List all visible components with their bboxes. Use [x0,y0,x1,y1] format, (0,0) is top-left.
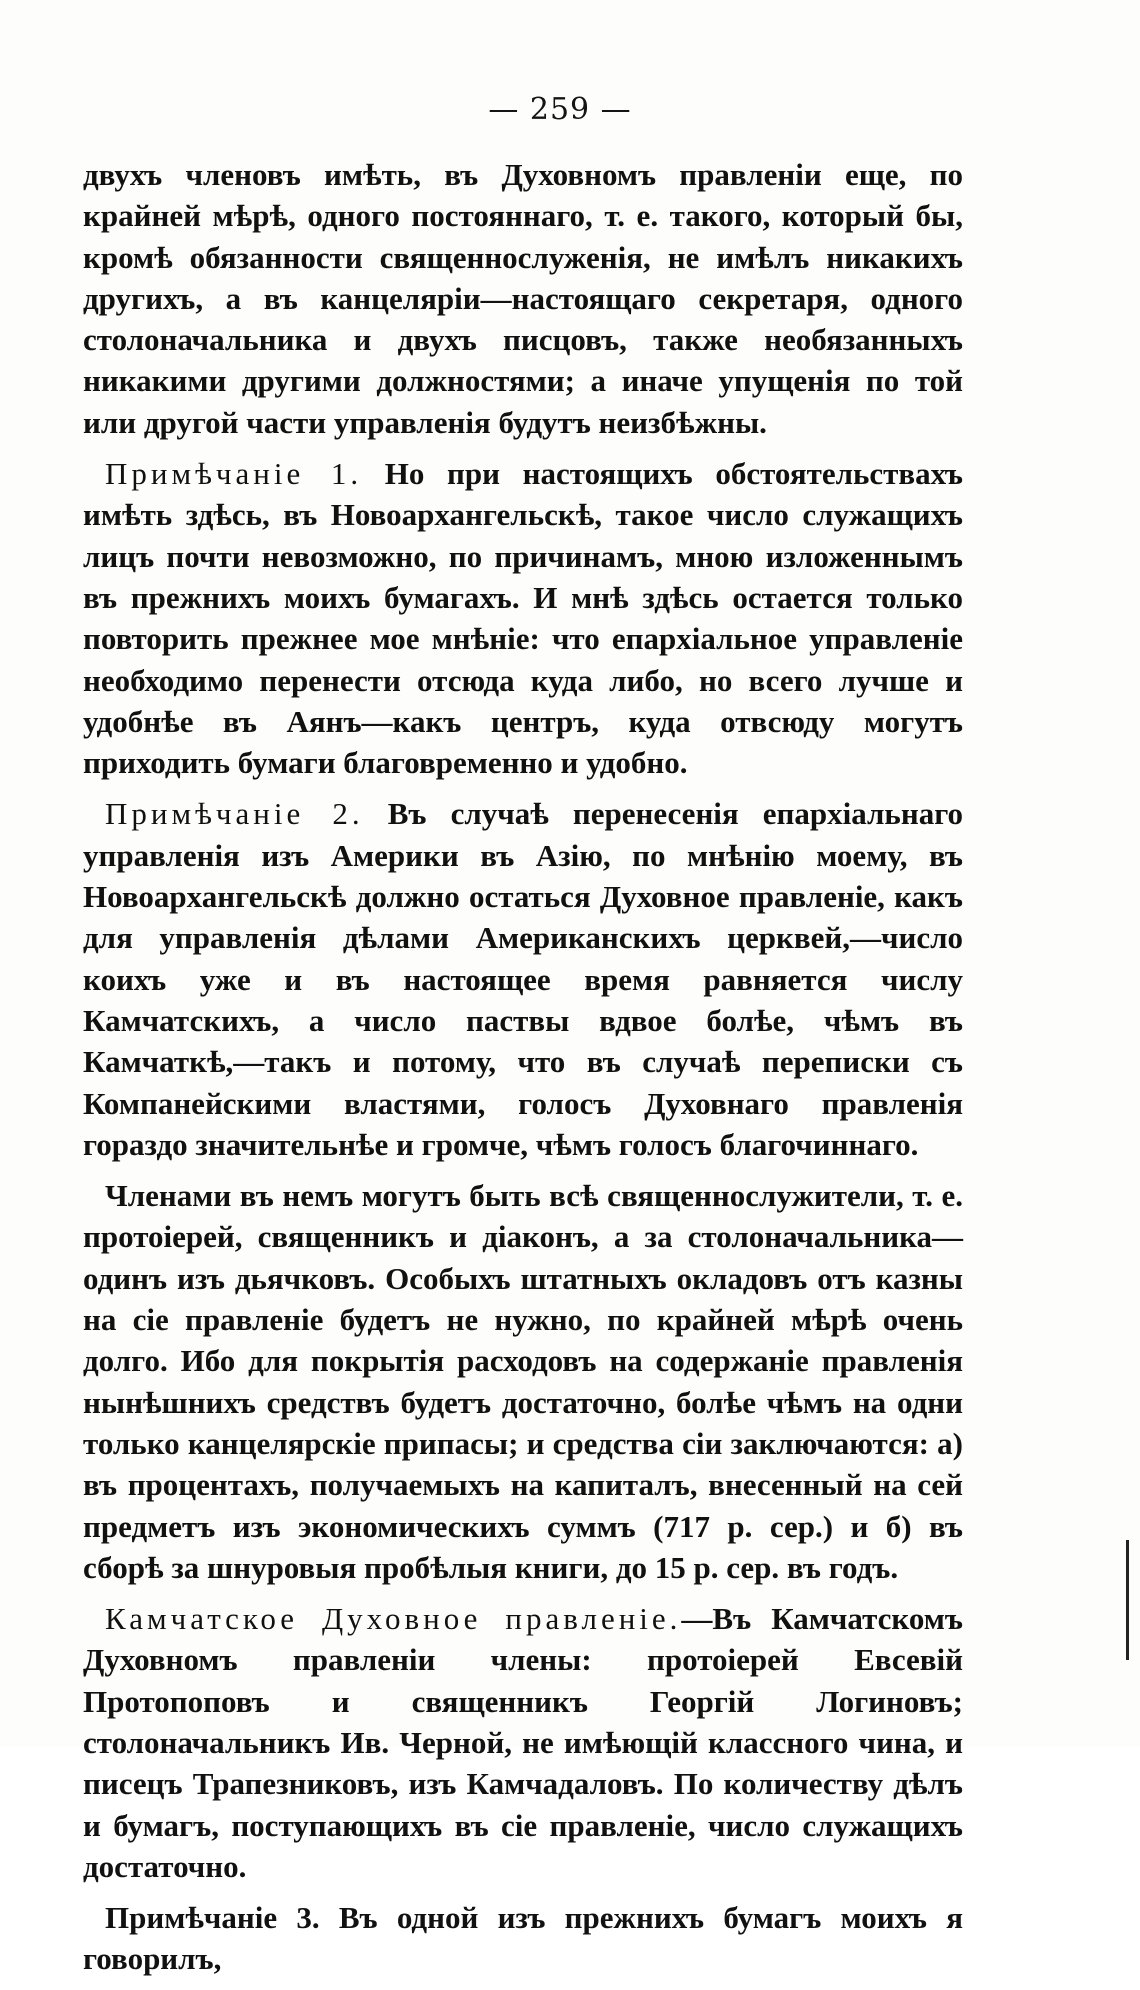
paragraph-lead: Камчатское Духовное правленіе. [105,1601,682,1637]
page-number: — 259 — [488,92,632,127]
paragraph-lead: Примѣчаніе 2. [105,796,364,832]
paragraph [83,1598,963,1887]
paragraph-text: Членами въ немъ могутъ быть всѣ священнослужители, т. е. протоіерей, священникъ и діаконъ, а за столоначальника—одинъ изъ дьячковъ. Особыхъ штатныхъ окладовъ отъ казны на сіе правленіе будетъ не нужно, по крайней мѣрѣ очень долго. Ибо для покрытія расходовъ на содержаніе правленія нынѣшнихъ средствъ будетъ достаточно, болѣе чѣмъ на одни только канцелярскіе припасы; и средства сіи заключаются: а) въ процентахъ, получаемыхъ на капиталъ, внесенный на сей предметъ изъ экономическихъ суммъ (717 р. сер.) и б) въ сборѣ за шнуровыя пробѣлыя книги, до 15 р. сер. въ годъ. [83,1178,963,1585]
paragraph-lead: Примѣчаніе 1. [105,456,363,492]
paragraph [83,154,963,443]
paragraph-text: Въ случаѣ перенесенія епархіальнаго управленія изъ Америки въ Азію, по мнѣнію моему, въ Новоархангельскѣ должно остаться Духовное правленіе, какъ для управленія дѣлами Американскихъ церквей,—число коихъ уже и въ настоящее время равняется числу Камчатскихъ, а число паствы вдвое болѣе, чѣмъ въ Камчаткѣ,—такъ и потому, что въ случаѣ переписки съ Компанейскими властями, голосъ Духовнаго правленія гораздо значительнѣе и громче, чѣмъ голосъ благочиннаго. [83,796,963,1162]
document-body [83,154,963,1990]
paragraph-text: Примѣчаніе 3. Въ одной изъ прежнихъ бумагъ моихъ я говорилъ, [83,1900,963,1977]
paragraph [83,453,963,783]
paragraph [83,1897,963,1980]
scan-edge-mark [1126,1540,1129,1660]
paragraph-text: Но при настоящихъ обстоятельствахъ имѣть здѣсь, въ Новоархангельскѣ, такое число служащихъ лицъ почти невозможно, по причинамъ, мною изложеннымъ въ прежнихъ моихъ бумагахъ. И мнѣ здѣсь остается только повторить прежнее мое мнѣніе: что епархіальное управленіе необходимо перенести отсюда куда либо, но всего лучше и удобнѣе въ Аянъ—какъ центръ, куда отвсюду могутъ приходить бумаги благовременно и удобно. [83,456,963,781]
paragraph [83,1175,963,1588]
paragraph-text: —Въ Камчатскомъ Духовномъ правленіи члены: протоіерей Евсевій Протопоповъ и священникъ Георгій Логиновъ; столоначальникъ Ив. Черной, не имѣющій классного чина, и писецъ Трапезниковъ, изъ Камчадаловъ. По количеству дѣлъ и бумагъ, поступающихъ въ сіе правленіе, число служащихъ достаточно. [83,1601,963,1884]
paragraph [83,793,963,1165]
paragraph-text: двухъ членовъ имѣть, въ Духовномъ правленіи еще, по крайней мѣрѣ, одного постояннаго, т. е. такого, который бы, кромѣ обязанности священнослуженія, не имѣлъ никакихъ другихъ, а въ канцеляріи—настоящаго секретаря, одного столоначальника и двухъ писцовъ, также необязанныхъ никакими другими должностями; а иначе упущенія по той или другой части управленія будутъ неизбѣжны. [83,157,963,440]
